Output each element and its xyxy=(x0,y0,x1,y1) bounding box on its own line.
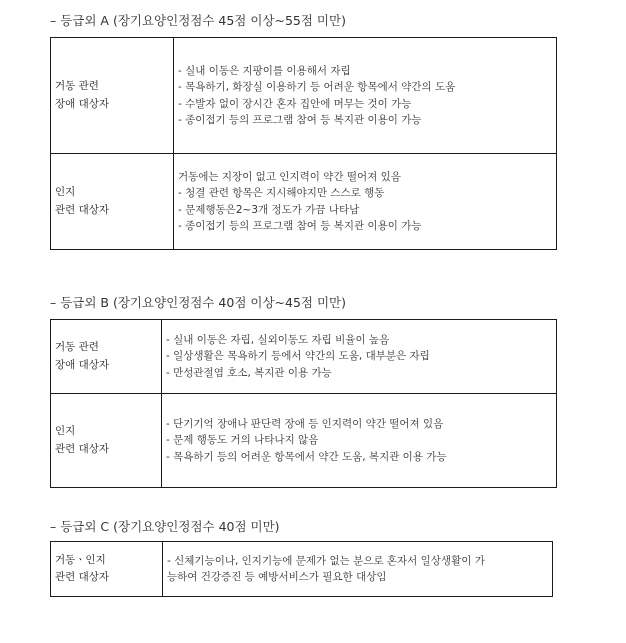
description-line: - 문제행동은2~3개 정도가 가끔 나타남 xyxy=(178,203,360,216)
table-row xyxy=(51,320,557,394)
description-line: - 단기기억 장애나 판단력 장애 등 인지력이 약간 떨어져 있음 xyxy=(166,418,444,431)
category-cell xyxy=(51,38,174,154)
description-cell xyxy=(163,542,553,597)
description-line: - 문제 행동도 거의 나타나지 않음 xyxy=(166,434,319,447)
category-label: 장애 대상자 xyxy=(55,358,110,371)
category-cell xyxy=(51,320,162,394)
category-label: 거동ㆍ인지 xyxy=(55,553,106,566)
description-line: 능하여 건강증진 등 예방서비스가 필요한 대상임 xyxy=(167,571,387,583)
description-line: - 종이접기 등의 프로그램 참여 등 복지관 이용이 가능 xyxy=(178,113,422,126)
description-cell xyxy=(162,394,557,488)
description-line: - 수발자 없이 장시간 혼자 집안에 머무는 것이 가능 xyxy=(178,97,412,110)
table-row xyxy=(51,394,557,488)
section-a-heading: – 등급외 A (장기요양인정점수 45점 이상~55점 미만) xyxy=(50,13,346,28)
table-row xyxy=(51,154,557,250)
description-cell xyxy=(174,154,557,250)
table-row xyxy=(51,542,553,597)
description-line: - 실내 이동은 자립, 실외이동도 자립 비율이 높음 xyxy=(166,334,390,347)
description-line: 거동에는 지장이 없고 인지력이 약간 떨어져 있음 xyxy=(178,170,401,183)
category-label: 인지 xyxy=(55,186,76,199)
section-a-table xyxy=(50,37,557,250)
description-line: - 목욕하기 등의 어려운 항목에서 약간 도움, 복지관 이용 가능 xyxy=(166,450,447,463)
category-label: 관련 대상자 xyxy=(55,571,110,583)
category-cell xyxy=(51,394,162,488)
section-c-table xyxy=(50,541,553,597)
category-label: 관련 대상자 xyxy=(55,442,110,455)
description-cell xyxy=(162,320,557,394)
section-b-heading: – 등급외 B (장기요양인정점수 40점 이상~45점 미만) xyxy=(50,295,346,310)
description-line: - 만성관절염 호소, 복지관 이용 가능 xyxy=(166,366,332,379)
description-line: - 일상생활은 목욕하기 등에서 약간의 도움, 대부분은 자립 xyxy=(166,350,430,363)
table-row xyxy=(51,38,557,154)
category-cell xyxy=(51,542,163,597)
description-line: - 신체기능이나, 인지기능에 문제가 없는 분으로 혼자서 일상생활이 가 xyxy=(167,554,485,567)
category-label: 거동 관련 xyxy=(55,341,99,354)
description-line: - 청결 관련 항목은 지시해야지만 스스로 행동 xyxy=(178,187,385,200)
category-cell xyxy=(51,154,174,250)
description-line: - 종이접기 등의 프로그램 참여 등 복지관 이용이 가능 xyxy=(178,219,422,232)
category-label: 인지 xyxy=(55,425,76,438)
description-cell xyxy=(174,38,557,154)
description-line: - 목욕하기, 화장실 이용하기 등 어려운 항목에서 약간의 도움 xyxy=(178,81,456,94)
category-label: 거동 관련 xyxy=(55,80,99,93)
section-c-heading: – 등급외 C (장기요양인정점수 40점 미만) xyxy=(50,519,280,534)
category-label: 관련 대상자 xyxy=(55,203,110,216)
section-b-table xyxy=(50,319,557,488)
description-line: - 실내 이동은 지팡이를 이용해서 자립 xyxy=(178,64,351,77)
category-label: 장애 대상자 xyxy=(55,97,110,110)
